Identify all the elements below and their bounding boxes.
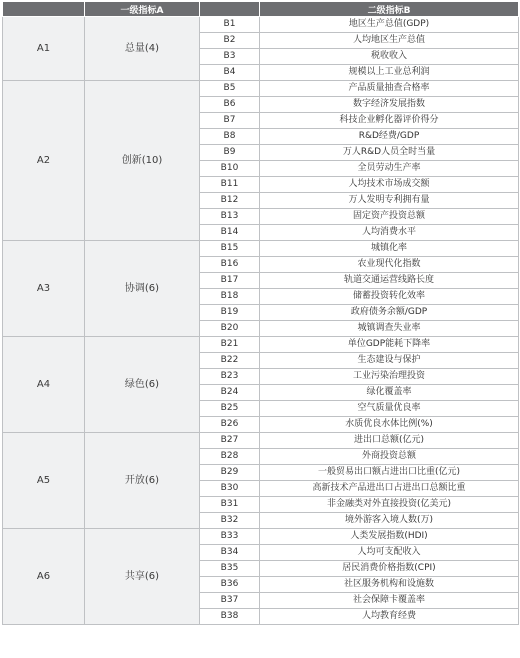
indicator-code-cell: B7 bbox=[200, 113, 260, 129]
group-name-cell: 协调(6) bbox=[85, 241, 200, 337]
indicator-code-cell: B24 bbox=[200, 385, 260, 401]
indicator-name-cell: 外商投资总额 bbox=[260, 449, 519, 465]
indicator-code-cell: B16 bbox=[200, 257, 260, 273]
indicator-name-cell: 人均技术市场成交额 bbox=[260, 177, 519, 193]
indicator-code-cell: B17 bbox=[200, 273, 260, 289]
indicator-code-cell: B20 bbox=[200, 321, 260, 337]
indicator-name-cell: 人均消费水平 bbox=[260, 225, 519, 241]
indicator-code-cell: B27 bbox=[200, 433, 260, 449]
indicator-code-cell: B26 bbox=[200, 417, 260, 433]
indicator-code-cell: B9 bbox=[200, 145, 260, 161]
group-code-cell: A1 bbox=[3, 17, 85, 81]
table-body bbox=[3, 17, 519, 625]
group-name-cell: 共享(6) bbox=[85, 529, 200, 625]
table-row bbox=[3, 81, 519, 97]
table-row bbox=[3, 433, 519, 449]
indicator-name-cell: 科技企业孵化器评价得分 bbox=[260, 113, 519, 129]
header-level1-indicator: 一级指标A bbox=[85, 2, 200, 17]
table-row bbox=[3, 17, 519, 33]
indicator-name-cell: 居民消费价格指数(CPI) bbox=[260, 561, 519, 577]
indicator-code-cell: B14 bbox=[200, 225, 260, 241]
indicator-code-cell: B15 bbox=[200, 241, 260, 257]
indicator-name-cell: 人均地区生产总值 bbox=[260, 33, 519, 49]
indicator-code-cell: B8 bbox=[200, 129, 260, 145]
indicator-table-container bbox=[2, 1, 518, 625]
indicator-name-cell: R&D经费/GDP bbox=[260, 129, 519, 145]
indicator-code-cell: B5 bbox=[200, 81, 260, 97]
indicator-name-cell: 政府债务余额/GDP bbox=[260, 305, 519, 321]
indicator-code-cell: B23 bbox=[200, 369, 260, 385]
indicator-name-cell: 人类发展指数(HDI) bbox=[260, 529, 519, 545]
indicator-code-cell: B25 bbox=[200, 401, 260, 417]
table-row bbox=[3, 241, 519, 257]
indicator-name-cell: 人均教育经费 bbox=[260, 609, 519, 625]
indicator-code-cell: B10 bbox=[200, 161, 260, 177]
indicator-code-cell: B29 bbox=[200, 465, 260, 481]
group-name-cell: 开放(6) bbox=[85, 433, 200, 529]
indicator-code-cell: B12 bbox=[200, 193, 260, 209]
indicator-code-cell: B6 bbox=[200, 97, 260, 113]
indicator-name-cell: 税收收入 bbox=[260, 49, 519, 65]
indicator-code-cell: B34 bbox=[200, 545, 260, 561]
group-code-cell: A3 bbox=[3, 241, 85, 337]
indicator-name-cell: 社会保障卡覆盖率 bbox=[260, 593, 519, 609]
indicator-name-cell: 空气质量优良率 bbox=[260, 401, 519, 417]
indicator-code-cell: B35 bbox=[200, 561, 260, 577]
group-code-cell: A4 bbox=[3, 337, 85, 433]
indicator-code-cell: B18 bbox=[200, 289, 260, 305]
group-name-cell: 总量(4) bbox=[85, 17, 200, 81]
indicator-name-cell: 固定资产投资总额 bbox=[260, 209, 519, 225]
indicator-code-cell: B22 bbox=[200, 353, 260, 369]
indicator-name-cell: 农业现代化指数 bbox=[260, 257, 519, 273]
table-row bbox=[3, 529, 519, 545]
indicator-name-cell: 产品质量抽查合格率 bbox=[260, 81, 519, 97]
indicator-name-cell: 万人R&D人员全时当量 bbox=[260, 145, 519, 161]
indicator-name-cell: 单位GDP能耗下降率 bbox=[260, 337, 519, 353]
indicator-name-cell: 境外游客入境人数(万) bbox=[260, 513, 519, 529]
group-code-cell: A5 bbox=[3, 433, 85, 529]
indicator-name-cell: 数字经济发展指数 bbox=[260, 97, 519, 113]
indicator-code-cell: B33 bbox=[200, 529, 260, 545]
indicator-name-cell: 一般贸易出口额占进出口比重(亿元) bbox=[260, 465, 519, 481]
header-level2-indicator: 二级指标B bbox=[260, 2, 519, 17]
indicator-name-cell: 绿化覆盖率 bbox=[260, 385, 519, 401]
indicator-code-cell: B30 bbox=[200, 481, 260, 497]
indicator-name-cell: 工业污染治理投资 bbox=[260, 369, 519, 385]
indicator-code-cell: B3 bbox=[200, 49, 260, 65]
indicator-name-cell: 储蓄投资转化效率 bbox=[260, 289, 519, 305]
group-code-cell: A6 bbox=[3, 529, 85, 625]
group-code-cell: A2 bbox=[3, 81, 85, 241]
header-code bbox=[200, 2, 260, 17]
indicator-code-cell: B4 bbox=[200, 65, 260, 81]
indicator-name-cell: 进出口总额(亿元) bbox=[260, 433, 519, 449]
group-name-cell: 绿色(6) bbox=[85, 337, 200, 433]
indicator-name-cell: 全员劳动生产率 bbox=[260, 161, 519, 177]
indicator-name-cell: 规模以上工业总利润 bbox=[260, 65, 519, 81]
indicator-name-cell: 轨道交通运营线路长度 bbox=[260, 273, 519, 289]
indicator-name-cell: 高新技术产品进出口占进出口总额比重 bbox=[260, 481, 519, 497]
indicator-name-cell: 万人发明专利拥有量 bbox=[260, 193, 519, 209]
group-name-cell: 创新(10) bbox=[85, 81, 200, 241]
indicator-code-cell: B31 bbox=[200, 497, 260, 513]
indicator-name-cell: 社区服务机构和设施数 bbox=[260, 577, 519, 593]
indicator-code-cell: B28 bbox=[200, 449, 260, 465]
table-header-row bbox=[3, 2, 519, 17]
table-row bbox=[3, 337, 519, 353]
indicator-code-cell: B38 bbox=[200, 609, 260, 625]
indicator-name-cell: 城镇化率 bbox=[260, 241, 519, 257]
indicator-table bbox=[2, 1, 519, 625]
indicator-name-cell: 水质优良水体比例(%) bbox=[260, 417, 519, 433]
indicator-code-cell: B13 bbox=[200, 209, 260, 225]
indicator-code-cell: B11 bbox=[200, 177, 260, 193]
indicator-name-cell: 非金融类对外直接投资(亿美元) bbox=[260, 497, 519, 513]
indicator-code-cell: B21 bbox=[200, 337, 260, 353]
indicator-code-cell: B32 bbox=[200, 513, 260, 529]
indicator-code-cell: B37 bbox=[200, 593, 260, 609]
indicator-code-cell: B36 bbox=[200, 577, 260, 593]
indicator-name-cell: 人均可支配收入 bbox=[260, 545, 519, 561]
indicator-name-cell: 生态建设与保护 bbox=[260, 353, 519, 369]
indicator-code-cell: B2 bbox=[200, 33, 260, 49]
header-group-code bbox=[3, 2, 85, 17]
indicator-name-cell: 城镇调查失业率 bbox=[260, 321, 519, 337]
indicator-name-cell: 地区生产总值(GDP) bbox=[260, 17, 519, 33]
indicator-code-cell: B19 bbox=[200, 305, 260, 321]
indicator-code-cell: B1 bbox=[200, 17, 260, 33]
